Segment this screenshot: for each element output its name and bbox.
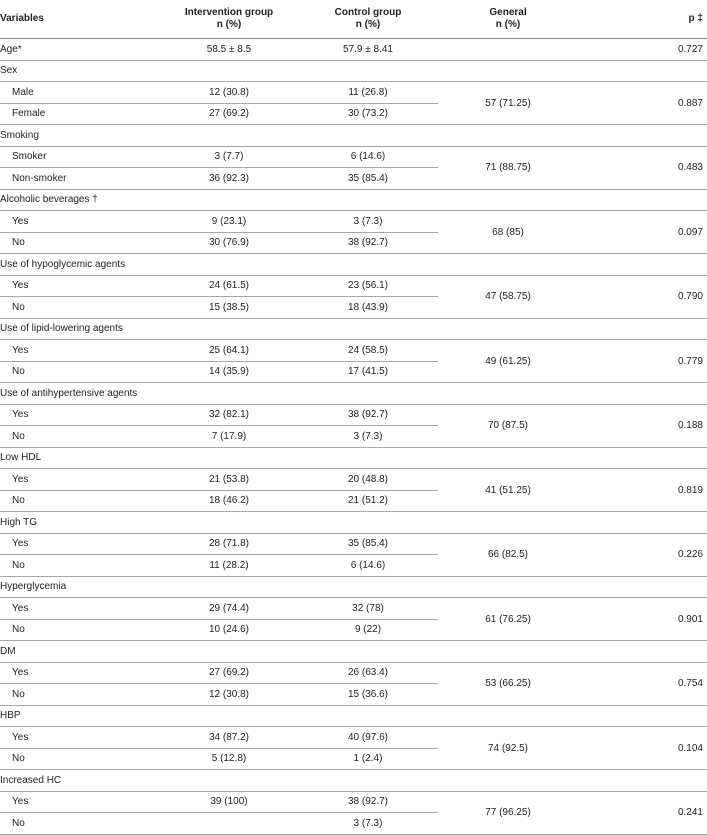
row-p-value: 0.779 <box>578 340 707 383</box>
category-label: Increased HC <box>0 770 707 792</box>
header-control <box>298 0 438 39</box>
row-general: 66 (82.5) <box>438 533 578 576</box>
table-row-category <box>0 318 707 340</box>
category-label: Alcoholic beverages † <box>0 189 707 211</box>
header-control-title: Control group <box>334 7 402 18</box>
row-label: No <box>0 426 160 448</box>
row-p-value: 0.754 <box>578 662 707 705</box>
row-general: 77 (96.25) <box>438 791 578 834</box>
category-label: High TG <box>0 512 707 534</box>
category-label: Low HDL <box>0 447 707 469</box>
row-intervention: 39 (100) <box>160 791 298 813</box>
header-intervention <box>160 0 298 39</box>
row-control: 23 (56.1) <box>298 275 438 297</box>
table-row-category <box>0 383 707 405</box>
table-row <box>0 662 707 684</box>
table-row <box>0 404 707 426</box>
row-label: Yes <box>0 469 160 491</box>
row-p-value: 0.226 <box>578 533 707 576</box>
row-label: Male <box>0 82 160 104</box>
header-general-unit: n (%) <box>495 19 521 30</box>
row-intervention: 24 (61.5) <box>160 275 298 297</box>
age-control: 57.9 ± 8.41 <box>298 39 438 61</box>
row-p-value: 0.188 <box>578 404 707 447</box>
row-label: Yes <box>0 340 160 362</box>
row-control: 26 (63.4) <box>298 662 438 684</box>
row-p-value: 0.097 <box>578 211 707 254</box>
table-row-category <box>0 770 707 792</box>
table-row <box>0 82 707 104</box>
header-general <box>438 0 578 39</box>
row-control: 3 (7.3) <box>298 426 438 448</box>
table-row <box>0 340 707 362</box>
table-row <box>0 598 707 620</box>
row-intervention: 5 (12.8) <box>160 748 298 770</box>
row-control: 38 (92.7) <box>298 404 438 426</box>
row-p-value: 0.483 <box>578 146 707 189</box>
category-label: DM <box>0 641 707 663</box>
row-label: No <box>0 748 160 770</box>
row-general: 74 (92.5) <box>438 727 578 770</box>
row-general: 49 (61.25) <box>438 340 578 383</box>
row-general: 70 (87.5) <box>438 404 578 447</box>
row-intervention: 30 (76.9) <box>160 232 298 254</box>
row-label: Yes <box>0 791 160 813</box>
row-intervention: 34 (87.2) <box>160 727 298 749</box>
row-control: 15 (36.6) <box>298 684 438 706</box>
row-p-value: 0.241 <box>578 791 707 834</box>
row-general: 57 (71.25) <box>438 82 578 125</box>
row-intervention: 29 (74.4) <box>160 598 298 620</box>
row-intervention: 12 (30.8) <box>160 684 298 706</box>
row-label: Yes <box>0 727 160 749</box>
table-row-category <box>0 512 707 534</box>
row-label: No <box>0 297 160 319</box>
row-p-value: 0.104 <box>578 727 707 770</box>
row-control: 38 (92.7) <box>298 232 438 254</box>
row-intervention: 7 (17.9) <box>160 426 298 448</box>
row-label: Female <box>0 103 160 125</box>
category-label: Use of lipid-lowering agents <box>0 318 707 340</box>
row-intervention <box>160 813 298 835</box>
row-general: 53 (66.25) <box>438 662 578 705</box>
age-intervention: 58.5 ± 8.5 <box>160 39 298 61</box>
table-row <box>0 469 707 491</box>
row-label: Yes <box>0 211 160 233</box>
table-row <box>0 146 707 168</box>
row-label: No <box>0 361 160 383</box>
category-label: HBP <box>0 705 707 727</box>
row-general: 41 (51.25) <box>438 469 578 512</box>
table-row-category <box>0 189 707 211</box>
row-intervention: 36 (92.3) <box>160 168 298 190</box>
table-row-age <box>0 39 707 61</box>
table-row <box>0 533 707 555</box>
row-control: 40 (97.6) <box>298 727 438 749</box>
row-label: Non-smoker <box>0 168 160 190</box>
row-p-value: 0.790 <box>578 275 707 318</box>
table-row-category <box>0 576 707 598</box>
row-control: 32 (78) <box>298 598 438 620</box>
row-intervention: 28 (71.8) <box>160 533 298 555</box>
row-intervention: 27 (69.2) <box>160 662 298 684</box>
row-intervention: 32 (82.1) <box>160 404 298 426</box>
row-label: No <box>0 684 160 706</box>
category-label: Use of hypoglycemic agents <box>0 254 707 276</box>
category-label: Sex <box>0 60 707 82</box>
header-control-unit: n (%) <box>355 19 381 30</box>
row-label: No <box>0 555 160 577</box>
row-intervention: 15 (38.5) <box>160 297 298 319</box>
row-label: No <box>0 490 160 512</box>
header-row <box>0 0 707 39</box>
row-control: 38 (92.7) <box>298 791 438 813</box>
row-general: 47 (58.75) <box>438 275 578 318</box>
row-general: 71 (88.75) <box>438 146 578 189</box>
row-label: Yes <box>0 662 160 684</box>
row-control: 30 (73.2) <box>298 103 438 125</box>
row-intervention: 18 (46.2) <box>160 490 298 512</box>
header-intervention-unit: n (%) <box>216 19 242 30</box>
row-label: Smoker <box>0 146 160 168</box>
row-label: Yes <box>0 404 160 426</box>
row-label: No <box>0 619 160 641</box>
row-control: 17 (41.5) <box>298 361 438 383</box>
header-p-value: p ‡ <box>578 0 707 39</box>
category-label: Use of antihypertensive agents <box>0 383 707 405</box>
row-intervention: 10 (24.6) <box>160 619 298 641</box>
row-p-value: 0.887 <box>578 82 707 125</box>
category-label: Smoking <box>0 125 707 147</box>
row-intervention: 12 (30.8) <box>160 82 298 104</box>
header-intervention-title: Intervention group <box>184 7 274 18</box>
row-general: 68 (85) <box>438 211 578 254</box>
row-p-value: 0.901 <box>578 598 707 641</box>
row-control: 21 (51.2) <box>298 490 438 512</box>
row-intervention: 25 (64.1) <box>160 340 298 362</box>
row-intervention: 21 (53.8) <box>160 469 298 491</box>
row-label: Yes <box>0 275 160 297</box>
row-control: 1 (2.4) <box>298 748 438 770</box>
age-p-value: 0.727 <box>578 39 707 61</box>
row-intervention: 27 (69.2) <box>160 103 298 125</box>
row-control: 18 (43.9) <box>298 297 438 319</box>
row-control: 35 (85.4) <box>298 533 438 555</box>
row-control: 11 (26.8) <box>298 82 438 104</box>
row-control: 6 (14.6) <box>298 555 438 577</box>
row-control: 6 (14.6) <box>298 146 438 168</box>
table-row <box>0 211 707 233</box>
header-variables: Variables <box>0 0 160 39</box>
row-label: No <box>0 813 160 835</box>
row-general: 61 (76.25) <box>438 598 578 641</box>
row-control: 24 (58.5) <box>298 340 438 362</box>
row-intervention: 9 (23.1) <box>160 211 298 233</box>
row-p-value: 0.819 <box>578 469 707 512</box>
table-header <box>0 0 707 39</box>
table-row-category <box>0 641 707 663</box>
table-body <box>0 39 707 835</box>
table-row <box>0 275 707 297</box>
row-intervention: 11 (28.2) <box>160 555 298 577</box>
age-general <box>438 39 578 61</box>
row-label: Yes <box>0 533 160 555</box>
row-intervention: 14 (35.9) <box>160 361 298 383</box>
row-label: Yes <box>0 598 160 620</box>
table-row <box>0 791 707 813</box>
row-control: 3 (7.3) <box>298 211 438 233</box>
header-general-title: General <box>489 7 527 18</box>
table-row <box>0 727 707 749</box>
category-label: Hyperglycemia <box>0 576 707 598</box>
table-row-category <box>0 60 707 82</box>
table-row-category <box>0 254 707 276</box>
row-label: No <box>0 232 160 254</box>
table-row-category <box>0 447 707 469</box>
row-intervention: 3 (7.7) <box>160 146 298 168</box>
age-label: Age* <box>0 39 160 61</box>
row-control: 35 (85.4) <box>298 168 438 190</box>
table-row-category <box>0 705 707 727</box>
table-row-category <box>0 125 707 147</box>
row-control: 9 (22) <box>298 619 438 641</box>
row-control: 20 (48.8) <box>298 469 438 491</box>
row-control: 3 (7.3) <box>298 813 438 835</box>
